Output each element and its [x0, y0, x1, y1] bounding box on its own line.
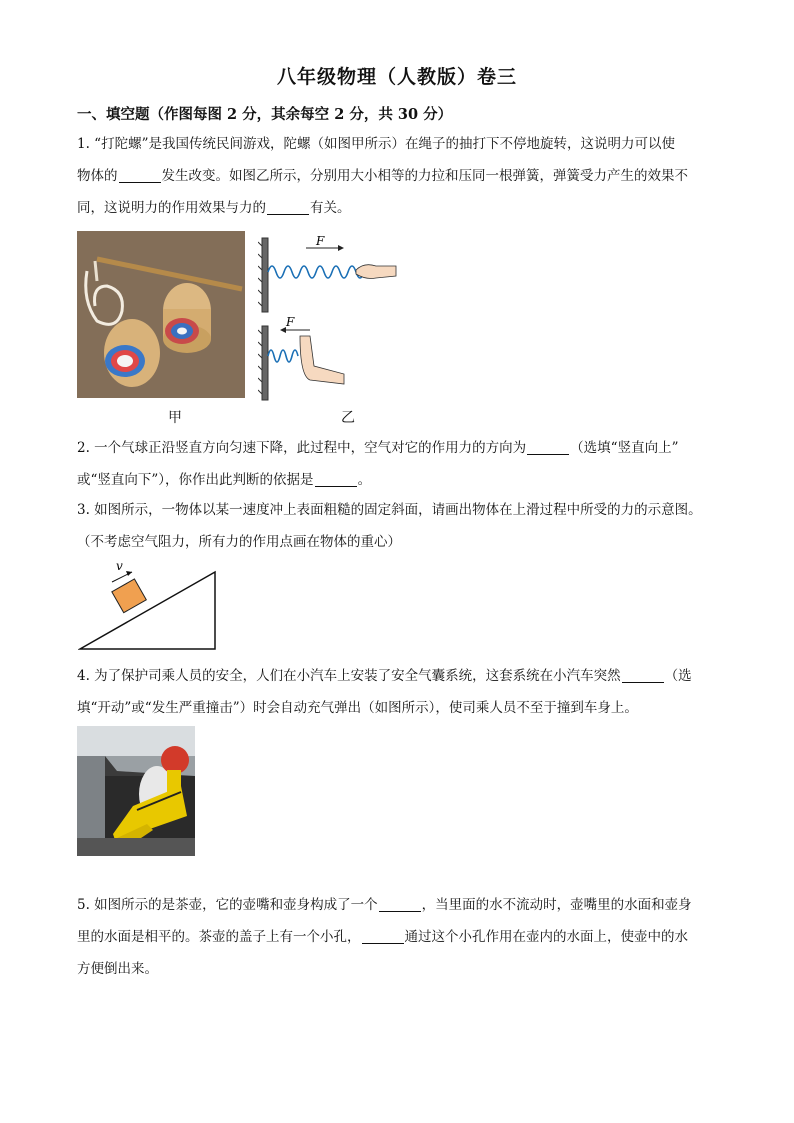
- question-5: [77, 889, 717, 985]
- figure-caption-jia: 甲: [168, 410, 182, 426]
- answer-blank[interactable]: [315, 472, 357, 487]
- answer-blank[interactable]: [267, 200, 309, 215]
- airbag-photo: [77, 726, 195, 856]
- question-text-line: 物体的 发生改变。如图乙所示，分别用大小相等的力拉和压同一根弹簧，弹簧受力产生的效果不: [77, 168, 688, 184]
- answer-blank[interactable]: [119, 168, 161, 183]
- block: [112, 579, 146, 613]
- answer-blank[interactable]: [527, 440, 569, 455]
- question-4: [77, 660, 717, 724]
- question-text-line: 3. 如图所示，一物体以某一速度冲上表面粗糙的固定斜面，请画出物体在上滑过程中所受的力的示意图。: [77, 502, 702, 518]
- question-2: [77, 432, 717, 496]
- wall-bottom: [258, 326, 268, 400]
- spinning-tops-photo: [77, 231, 245, 398]
- figure-caption-yi: 乙: [341, 410, 355, 426]
- velocity-label: v: [116, 559, 123, 573]
- incline-diagram: [78, 556, 220, 652]
- question-1: [77, 128, 717, 224]
- spring-diagram: [258, 232, 403, 402]
- question-text-line: 里的水面是相平的。茶壶的盖子上有一个小孔， 通过这个小孔作用在壶内的水面上，使壶中的水: [77, 929, 688, 945]
- wall-top: [258, 238, 268, 312]
- page-title: 八年级物理（人教版）卷三: [276, 66, 517, 88]
- section-heading: 一、填空题（作图每图 2 分，其余每空 2 分，共 30 分）: [77, 106, 453, 123]
- question-text-line: 5. 如图所示的是茶壶，它的壶嘴和壶身构成了一个 ，当里面的水不流动时，壶嘴里的水面和壶身: [77, 897, 692, 913]
- answer-blank[interactable]: [622, 668, 664, 683]
- question-text-line: 4. 为了保护司乘人员的安全，人们在小汽车上安装了安全气囊系统，这套系统在小汽车突然 （选: [77, 668, 692, 684]
- question-text-line: 2. 一个气球正沿竖直方向匀速下降，此过程中，空气对它的作用力的方向为 （选填“竖直向上”: [77, 440, 679, 456]
- question-text-line: 1. “打陀螺”是我国传统民间游戏，陀螺（如图甲所示）在绳子的抽打下不停地旋转，这说明力可以使: [77, 136, 675, 152]
- question-text-line: 方便倒出来。: [77, 961, 158, 977]
- question-text-line: 填“开动”或“发生严重撞击”）时会自动充气弹出（如图所示），使司乘人员不至于撞到车身上。: [77, 700, 638, 716]
- answer-blank[interactable]: [379, 897, 421, 912]
- question-text-line: 同，这说明力的作用效果与力的 有关。: [77, 200, 351, 216]
- question-text-line: 或“竖直向下”），你作出此判断的依据是 。: [77, 472, 372, 488]
- force-label: F: [286, 315, 295, 329]
- force-label: F: [316, 234, 325, 248]
- question-text-line: （不考虑空气阻力，所有力的作用点画在物体的重心）: [77, 534, 401, 550]
- answer-blank[interactable]: [362, 929, 404, 944]
- question-3: [77, 494, 717, 558]
